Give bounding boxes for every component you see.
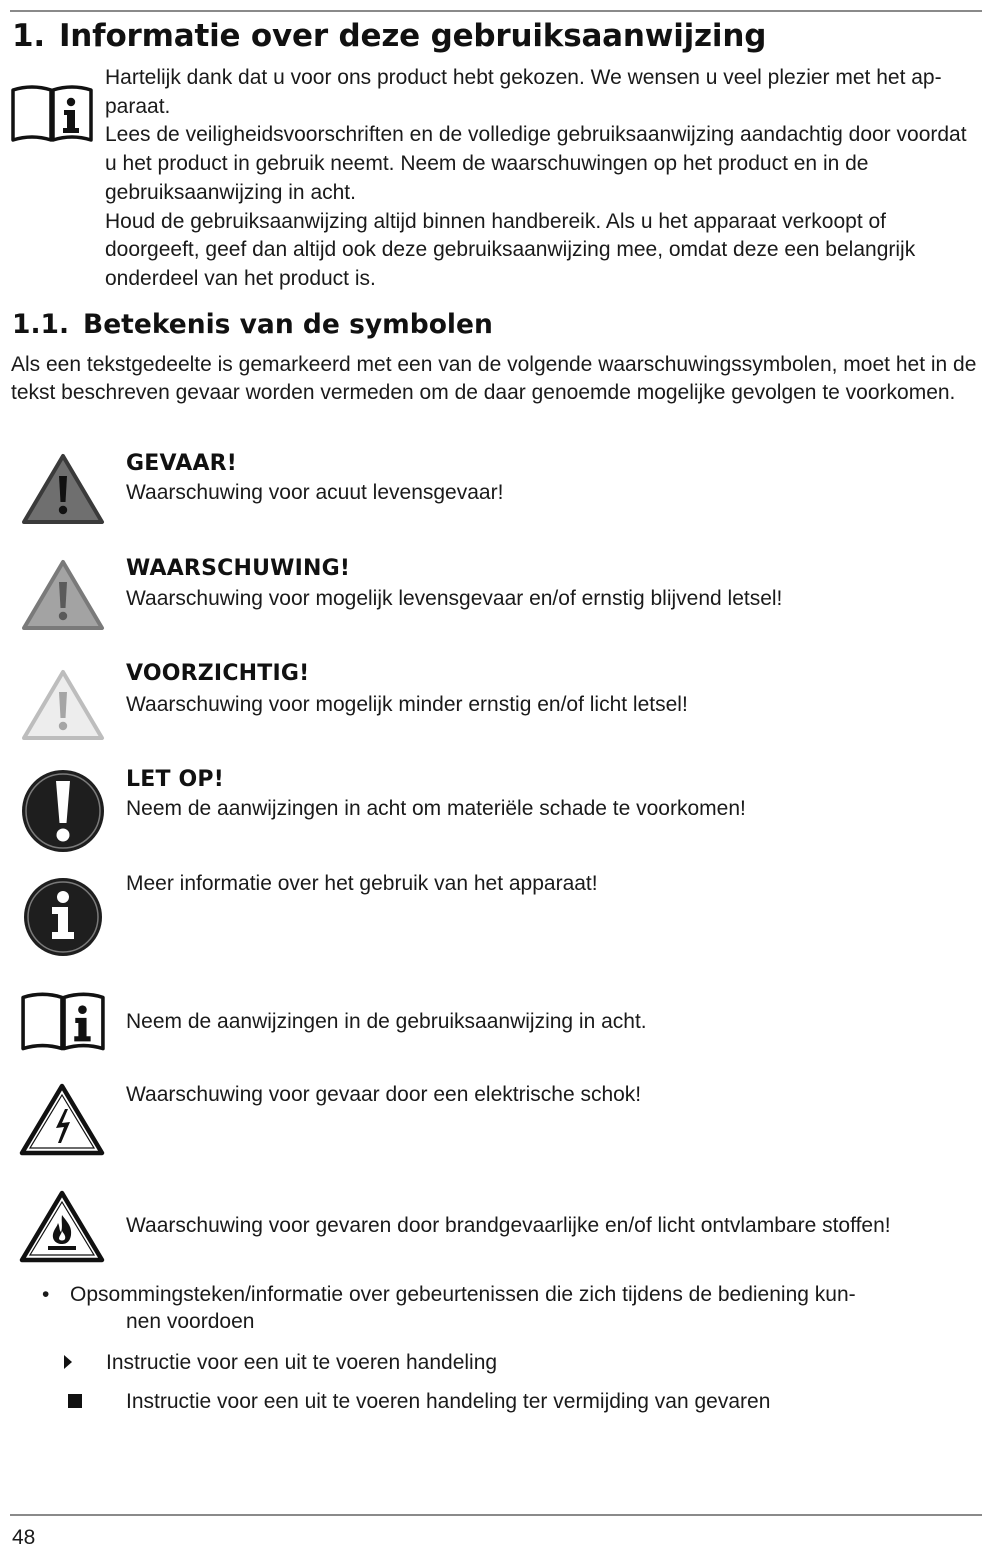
symbol-title: GEVAAR!: [126, 451, 238, 476]
manual-book-icon: [10, 84, 94, 146]
symbol-description: Waarschuwing voor mogelijk levensgevaar en/of ernstig blijvend letsel!: [126, 587, 783, 610]
electric-shock-icon: [18, 1082, 106, 1158]
intro-paragraph: Houd de gebruiksaanwijzing altijd binnen handbereik. Als u het apparaat verkoopt of doorgeeft, geef dan altijd ook deze gebruiksaanwijzing mee, omdat deze een belangrijk onderdeel van het product is.: [105, 209, 916, 290]
bullet-line: Opsommingsteken/informatie over gebeurtenissen die zich tijdens de bediening kun-: [70, 1283, 856, 1306]
danger-triangle-icon: [20, 452, 106, 526]
symbol-description: Waarschuwing voor mogelijk minder ernstig en/of licht letsel!: [126, 693, 688, 716]
symbol-description: Waarschuwing voor gevaar door een elektrische schok!: [126, 1083, 642, 1106]
subsection-heading: 1.1. Betekenis van de symbolen: [12, 309, 493, 340]
bottom-rule: [10, 1514, 982, 1516]
intro-paragraph: Hartelijk dank dat u voor ons product hebt gekozen. We wensen u veel plezier met het ap-paraat.: [105, 66, 942, 118]
info-circle-icon: [22, 876, 104, 958]
section-heading: 1. Informatie over deze gebruiksaanwijzing: [12, 18, 767, 54]
bullet-marker: •: [42, 1283, 50, 1306]
top-rule: [10, 10, 982, 12]
symbol-description: Neem de aanwijzingen in acht om materiële schade te voorkomen!: [126, 797, 746, 820]
symbol-description: Waarschuwing voor acuut levensgevaar!: [126, 481, 504, 504]
bullet-line: nen voordoen: [126, 1310, 255, 1333]
intro-text: [105, 64, 980, 294]
arrow-marker-icon: [63, 1354, 73, 1370]
flammable-icon: [18, 1189, 106, 1265]
symbol-description: Neem de aanwijzingen in de gebruiksaanwijzing in acht.: [126, 1010, 647, 1033]
symbol-title: LET OP!: [126, 767, 224, 792]
safety-instruction-line: Instructie voor een uit te voeren handeling ter vermijding van gevaren: [126, 1390, 771, 1413]
manual-book-icon: [20, 991, 106, 1055]
symbol-description: Meer informatie over het gebruik van het apparaat!: [126, 872, 598, 895]
square-marker-icon: [68, 1394, 82, 1408]
intro-paragraph: Lees de veiligheidsvoorschriften en de volledige gebruiksaanwijzing aandachtig door voordat u het product in gebruik neemt. Neem de waarschuwingen op het product en in de gebruiksaanwijzing in acht.: [105, 123, 967, 204]
page-number: 48: [12, 1526, 36, 1549]
caution-triangle-icon: [20, 668, 106, 742]
symbol-title: WAARSCHUWING!: [126, 556, 351, 581]
lead-paragraph: Als een tekstgedeelte is gemarkeerd met een van de volgende waarschuwingssymbolen, moet het in de tekst beschreven gevaar worden vermeden om de daar genoemde mogelijke gevolgen te voorkomen.: [11, 353, 977, 404]
symbol-title: VOORZICHTIG!: [126, 661, 310, 686]
notice-exclamation-circle-icon: [20, 768, 106, 854]
instruction-line: Instructie voor een uit te voeren handeling: [106, 1351, 498, 1374]
warning-triangle-icon: [20, 558, 106, 632]
symbol-description: Waarschuwing voor gevaren door brandgevaarlijke en/of licht ontvlambare stoffen!: [126, 1214, 891, 1237]
